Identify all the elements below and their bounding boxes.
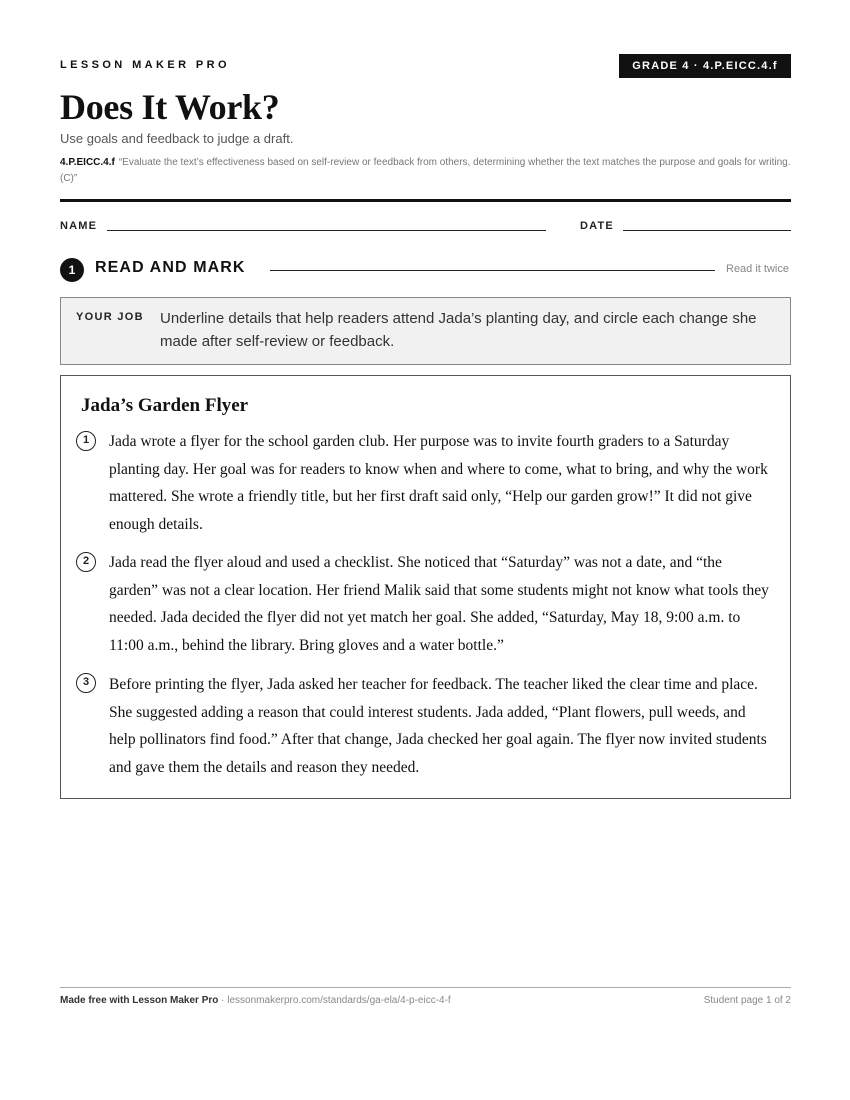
- paragraph-number-3: 3: [76, 673, 96, 693]
- footer-page-number: Student page 1 of 2: [703, 995, 791, 1006]
- grade-badge: GRADE 4 · 4.P.EICC.4.f: [619, 54, 791, 78]
- page-subtitle: Use goals and feedback to judge a draft.: [60, 131, 294, 146]
- paragraph-1: Jada wrote a flyer for the school garden club. Her purpose was to invite fourth graders to a Saturday planting day. Her goal was for readers to know when and where to come, what to bring, and why the work mattered. She wrote a friendly title, but her first draft said only, “Help our garden grow!” It did not give enough details.: [109, 433, 768, 533]
- footer-credit: [60, 995, 451, 1006]
- your-job-label: YOUR JOB: [76, 311, 144, 323]
- passage-title: Jada’s Garden Flyer: [81, 395, 249, 416]
- your-job-box: [60, 297, 791, 365]
- header-divider: [60, 199, 791, 202]
- date-field[interactable]: [623, 230, 791, 231]
- footer-made-with: Made free with Lesson Maker Pro: [60, 995, 219, 1006]
- section-number-badge: 1: [60, 258, 84, 282]
- standard-description: [60, 155, 795, 187]
- paragraph-2: Jada read the flyer aloud and used a checklist. She noticed that “Saturday” was not a date, and “the garden” was not a clear location. Her friend Malik said that some students might not know what tools they needed. Jada decided the flyer did not yet match her goal. She added, “Saturday, May 18, 9:00 a.m. to 11:00 a.m., behind the library. Bring gloves and a water bottle.”: [109, 554, 769, 654]
- section-note: Read it twice: [726, 263, 789, 275]
- section-title: READ AND MARK: [95, 259, 246, 276]
- standard-text: “Evaluate the text’s effectiveness based on self-review or feedback from others, determining whether the text matches the purpose and goals for writing. (C)”: [60, 157, 791, 184]
- date-label: DATE: [580, 220, 614, 232]
- your-job-text: Underline details that help readers attend Jada’s planting day, and circle each change she made after self-review or feedback.: [160, 310, 757, 350]
- page-title: Does It Work?: [60, 87, 280, 127]
- passage-box: [60, 375, 791, 799]
- paragraph-number-2: 2: [76, 552, 96, 572]
- paragraph-3: Before printing the flyer, Jada asked her teacher for feedback. The teacher liked the clear time and place. She suggested adding a reason that could interest students. Jada added, “Plant flowers, pull weeds, and help pollinators find food.” After that change, Jada checked her goal again. The flyer now invited students and gave them the details and reason they needed.: [109, 676, 767, 776]
- name-field[interactable]: [107, 230, 546, 231]
- footer-divider: [60, 987, 791, 988]
- section-divider: [270, 270, 715, 271]
- footer-url: · lessonmakerpro.com/standards/ga-ela/4-p-eicc-4-f: [218, 995, 451, 1006]
- name-label: NAME: [60, 220, 98, 232]
- paragraph-number-1: 1: [76, 431, 96, 451]
- standard-code: 4.P.EICC.4.f: [60, 157, 115, 168]
- brand-name: LESSON MAKER PRO: [60, 59, 230, 71]
